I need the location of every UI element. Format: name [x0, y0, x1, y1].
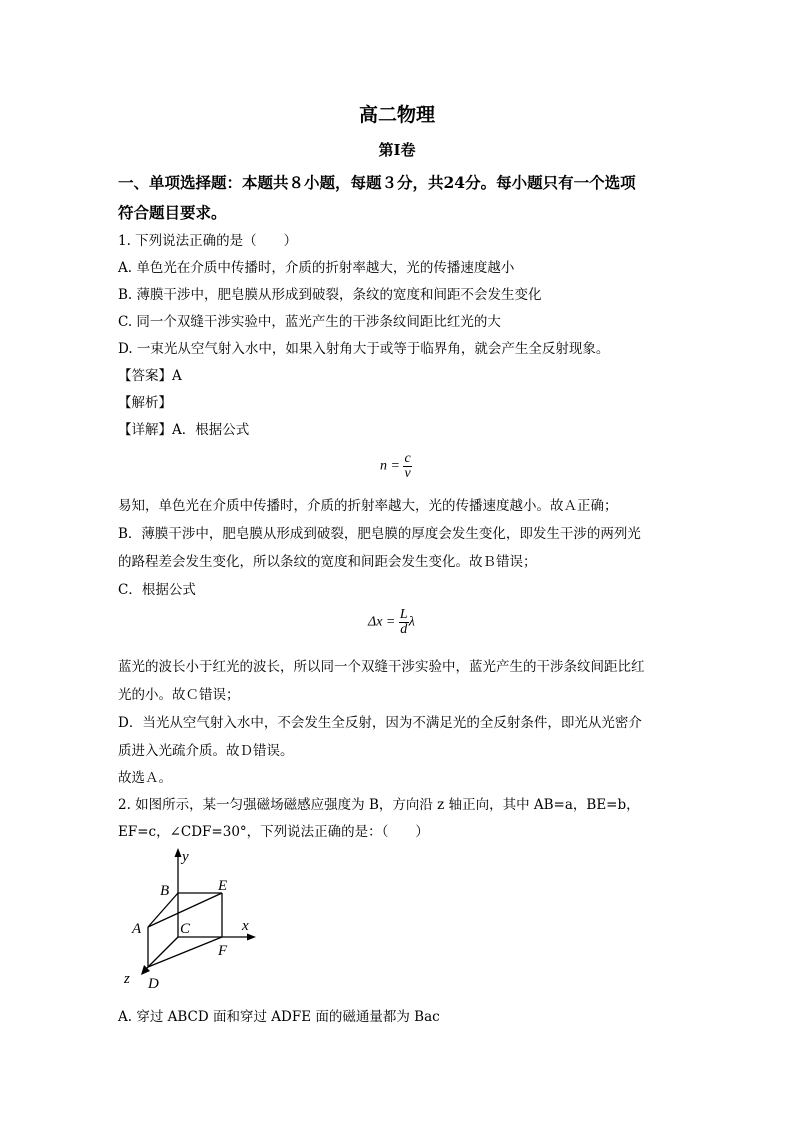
q1-d-explanation-1: D．当光从空气射入水中，不会发生全反射，因为不满足光的全反射条件，即光从光密介	[118, 715, 642, 731]
formula2-lambda: λ	[408, 614, 415, 630]
y-axis-arrow	[175, 848, 182, 857]
q2-prism-diagram	[118, 843, 278, 1003]
q2-option-a: A. 穿过 ABCD 面和穿过 ADFE 面的磁通量都为 Bac	[118, 1009, 440, 1025]
formula2-denominator: d	[400, 622, 408, 637]
q1-option-c: C. 同一个双缝干涉实验中，蓝光产生的干涉条纹间距比红光的大	[118, 314, 501, 330]
formula-refraction	[380, 452, 412, 481]
q1-choose: 故选Ａ。	[118, 770, 172, 786]
label-F: F	[218, 943, 228, 959]
q1-c-explanation-1: 蓝光的波长小于红光的波长，所以同一个双缝干涉实验中，蓝光产生的干涉条纹间距比红	[118, 659, 645, 675]
formula1-denominator: v	[404, 466, 411, 481]
q1-b-explanation-2: 的路程差会发生变化，所以条纹的宽度和间距会发生变化。故Ｂ错误；	[118, 554, 537, 570]
section-heading-line2: 符合题目要求。	[118, 203, 227, 222]
label-z: z	[124, 971, 130, 987]
label-x: x	[242, 918, 249, 934]
label-B: B	[160, 883, 170, 899]
q1-c-intro: C．根据公式	[118, 582, 196, 598]
label-D: D	[148, 976, 159, 992]
q2-stem-1: 2. 如图所示，某一匀强磁场磁感应强度为 B，方向沿 z 轴正向，其中 AB=a，BE=b，	[118, 797, 640, 813]
q1-option-a: A. 单色光在介质中传播时，介质的折射率越大，光的传播速度越小	[118, 260, 515, 276]
q1-option-b: B. 薄膜干涉中，肥皂膜从形成到破裂，条纹的宽度和间距不会发生变化	[118, 287, 542, 303]
q1-a-explanation: 易知，单色光在介质中传播时，介质的折射率越大，光的传播速度越小。故Ａ正确；	[118, 498, 618, 514]
q1-detail-intro: 【详解】A．根据公式	[118, 422, 250, 438]
q1-analysis-label: 【解析】	[118, 395, 172, 411]
formula-fringe-spacing	[368, 608, 415, 637]
label-A: A	[132, 921, 142, 937]
page-title: 高二物理	[358, 104, 435, 126]
q1-stem: 1. 下列说法正确的是（ ）	[118, 233, 298, 249]
volume-heading: 第I卷	[378, 141, 416, 159]
formula1-lhs: n =	[380, 458, 400, 474]
section-heading-line1: 一、单项选择题：本题共８小题，每题３分，共24分。每小题只有一个选项	[118, 173, 636, 192]
edge-DF	[148, 937, 222, 967]
formula1-fraction	[403, 452, 411, 481]
formula2-numerator: L	[399, 607, 408, 622]
q1-c-explanation-2: 光的小。故Ｃ错误；	[118, 687, 240, 703]
q1-answer: 【答案】A	[118, 368, 182, 384]
q1-b-explanation-1: B．薄膜干涉中，肥皂膜从形成到破裂，肥皂膜的厚度会发生变化，即发生干涉的两列光	[118, 526, 641, 542]
label-y: y	[182, 849, 189, 865]
x-axis-arrow	[247, 934, 256, 941]
q1-option-d: D. 一束光从空气射入水中，如果入射角大于或等于临界角，就会产生全反射现象。	[118, 341, 610, 357]
formula2-fraction	[399, 608, 409, 637]
label-E: E	[218, 878, 228, 894]
formula1-numerator: c	[404, 451, 411, 466]
label-C: C	[180, 921, 191, 937]
formula2-lhs: Δx =	[368, 614, 396, 630]
q2-stem-2: EF=c，∠CDF=30°，下列说法正确的是：（ ）	[118, 824, 429, 840]
q1-d-explanation-2: 质进入光疏介质。故Ｄ错误。	[118, 743, 294, 759]
